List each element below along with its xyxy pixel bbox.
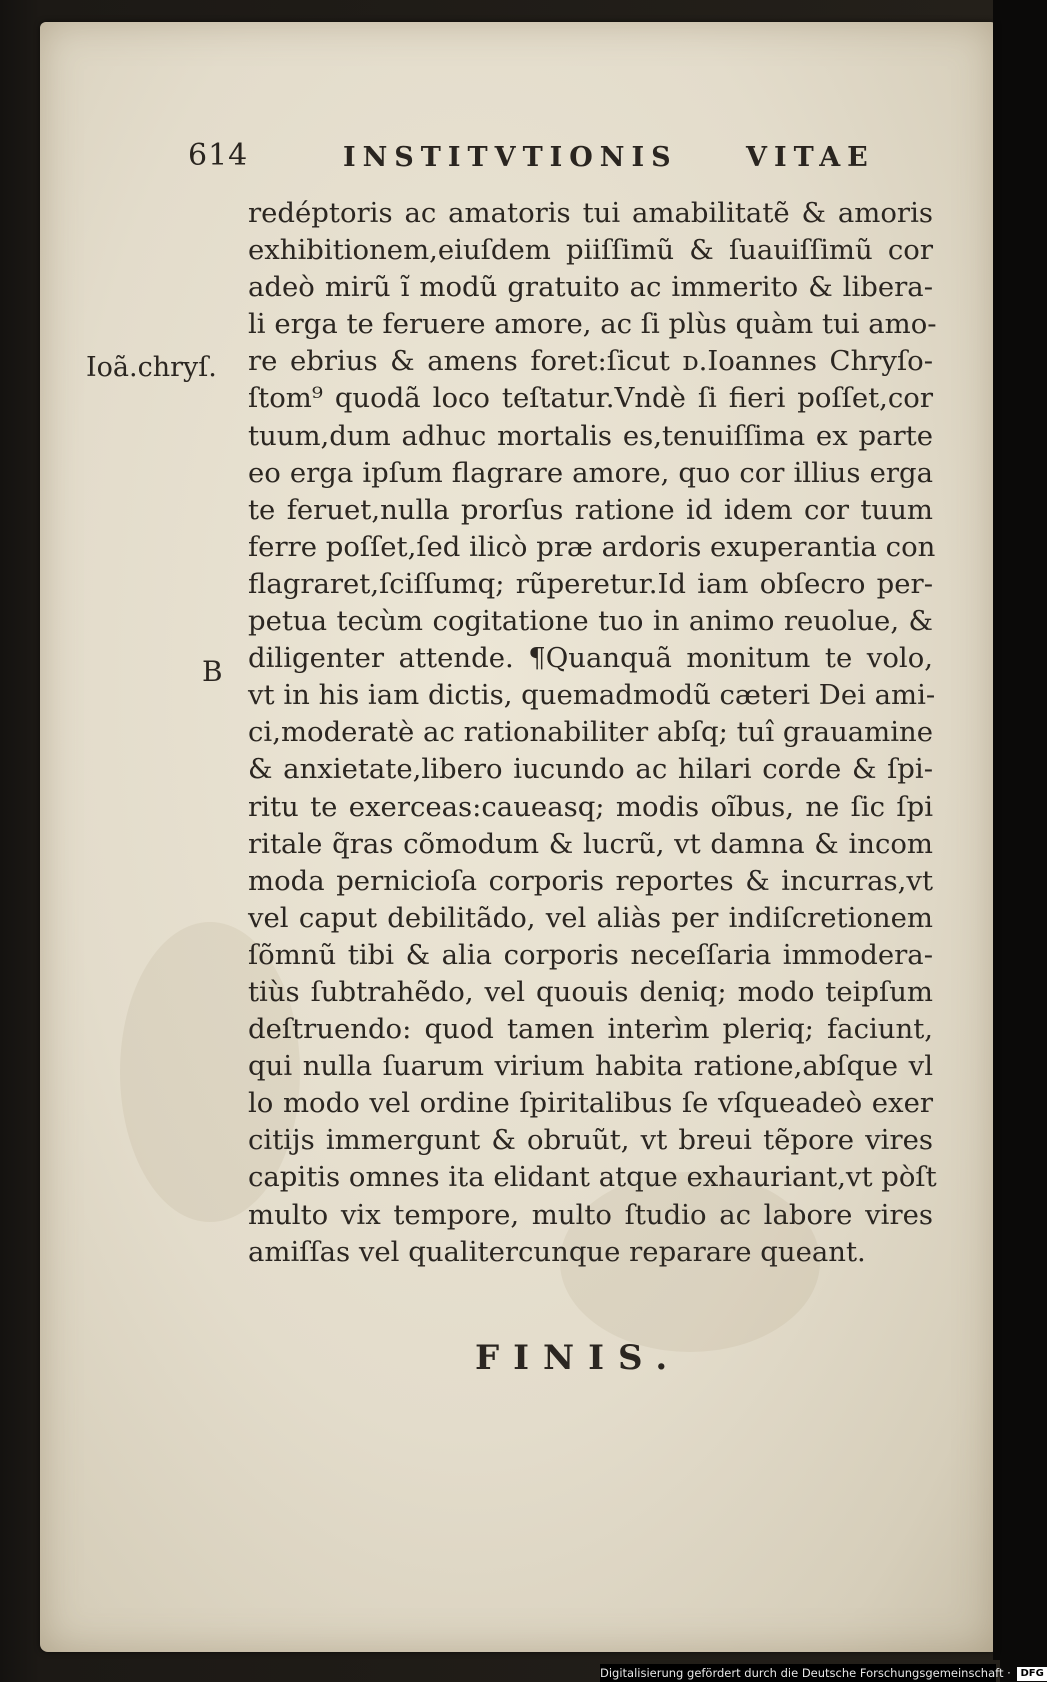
text-line: te feruet,nulla prorſus ratione id idem cor tuum <box>248 493 933 526</box>
text-line: ſõmnũ tibi & alia corporis neceſſaria immodera- <box>248 938 933 971</box>
margin-note-section-letter: B <box>202 655 223 688</box>
text-line: tiùs ſubtrahẽdo, vel quouis deniq; modo teipſum <box>248 975 933 1008</box>
text-line: deſtruendo: quod tamen interìm pleriq; faciunt, <box>248 1013 933 1046</box>
text-line: ſtom⁹ quodã loco teſtatur.Vndè ſi fieri poſſet,cor <box>248 382 933 415</box>
margin-note-author: Ioã.chryſ. <box>86 352 217 383</box>
running-title-continued: VITAE <box>746 142 875 173</box>
text-line: vel caput debilitãdo, vel aliàs per indiſcretionem <box>248 901 933 934</box>
running-header <box>188 138 888 188</box>
body-text <box>248 195 937 1271</box>
text-line: moda pernicioſa corporis reportes & incurras,vt <box>248 864 933 897</box>
text-line: ritale q̃ras cõmodum & lucrũ, vt damna & incom <box>248 827 933 860</box>
text-line: tuum,dum adhuc mortalis es,tenuiſſima ex parte <box>248 419 933 452</box>
text-line: ritu te exerceas:caueasq; modis oĩbus, ne ſic ſpi <box>248 790 933 823</box>
dfg-logo: DFG <box>1017 1667 1046 1681</box>
text-line: eo erga ipſum flagrare amore, quo cor illius erga <box>248 456 933 489</box>
text-line: vt in his iam dictis, quemadmodũ cæteri Dei ami- <box>248 679 936 712</box>
text-line: exhibitionem,eiuſdem piiſſimũ & ſuauiſſimũ cor <box>248 234 933 267</box>
text-line: ferre poſſet,ſed ilicò præ ardoris exuperantia con <box>248 530 936 563</box>
text-line: ci,moderatè ac rationabiliter abſq; tuî grauamine <box>248 716 934 749</box>
page-number: 614 <box>188 138 249 173</box>
text-line: multo vix tempore, multo ſtudio ac labore vires <box>248 1198 933 1231</box>
text-line: citijs immergunt & obruũt, vt breui tẽpore vires <box>248 1124 933 1157</box>
text-line: capitis omnes ita elidant atque exhauriant,vt pòſt <box>248 1161 937 1194</box>
text-line: diligenter attende. ¶Quanquã monitum te volo, <box>248 642 933 675</box>
text-line: & anxietate,libero iucundo ac hilari corde & ſpi- <box>248 753 933 786</box>
text-line: re ebrius & amens foret:ſicut ᴅ.Ioannes Chryſo- <box>248 345 933 378</box>
text-line: petua tecùm cogitatione tuo in animo reuolue, & <box>248 605 933 638</box>
page-edge-shadow <box>993 0 1000 1660</box>
running-title: INSTITVTIONIS <box>343 142 678 173</box>
text-line: li erga te feruere amore, ac ſi plùs quàm tui amo- <box>248 308 937 341</box>
text-line: lo modo vel ordine ſpiritalibus ſe vſqueadeò exer <box>248 1087 933 1120</box>
digitization-credit <box>600 1664 1044 1682</box>
text-line: amiſſas vel qualitercunque reparare queant. <box>248 1235 866 1268</box>
finis-colophon: FINIS. <box>475 1338 682 1378</box>
text-line: redéptoris ac amatoris tui amabilitatẽ & amoris <box>248 197 933 229</box>
credit-text: Digitalisierung gefördert durch die Deutsche Forschungsgemeinschaft · <box>600 1666 1011 1680</box>
text-line: flagraret,ſciſſumq; rũperetur.Id iam obſecro per- <box>248 567 933 600</box>
text-line: adeò mirũ ĩ modũ gratuito ac immerito & libera- <box>248 271 933 304</box>
text-line: qui nulla ſuarum virium habita ratione,abſque vl <box>248 1050 933 1083</box>
